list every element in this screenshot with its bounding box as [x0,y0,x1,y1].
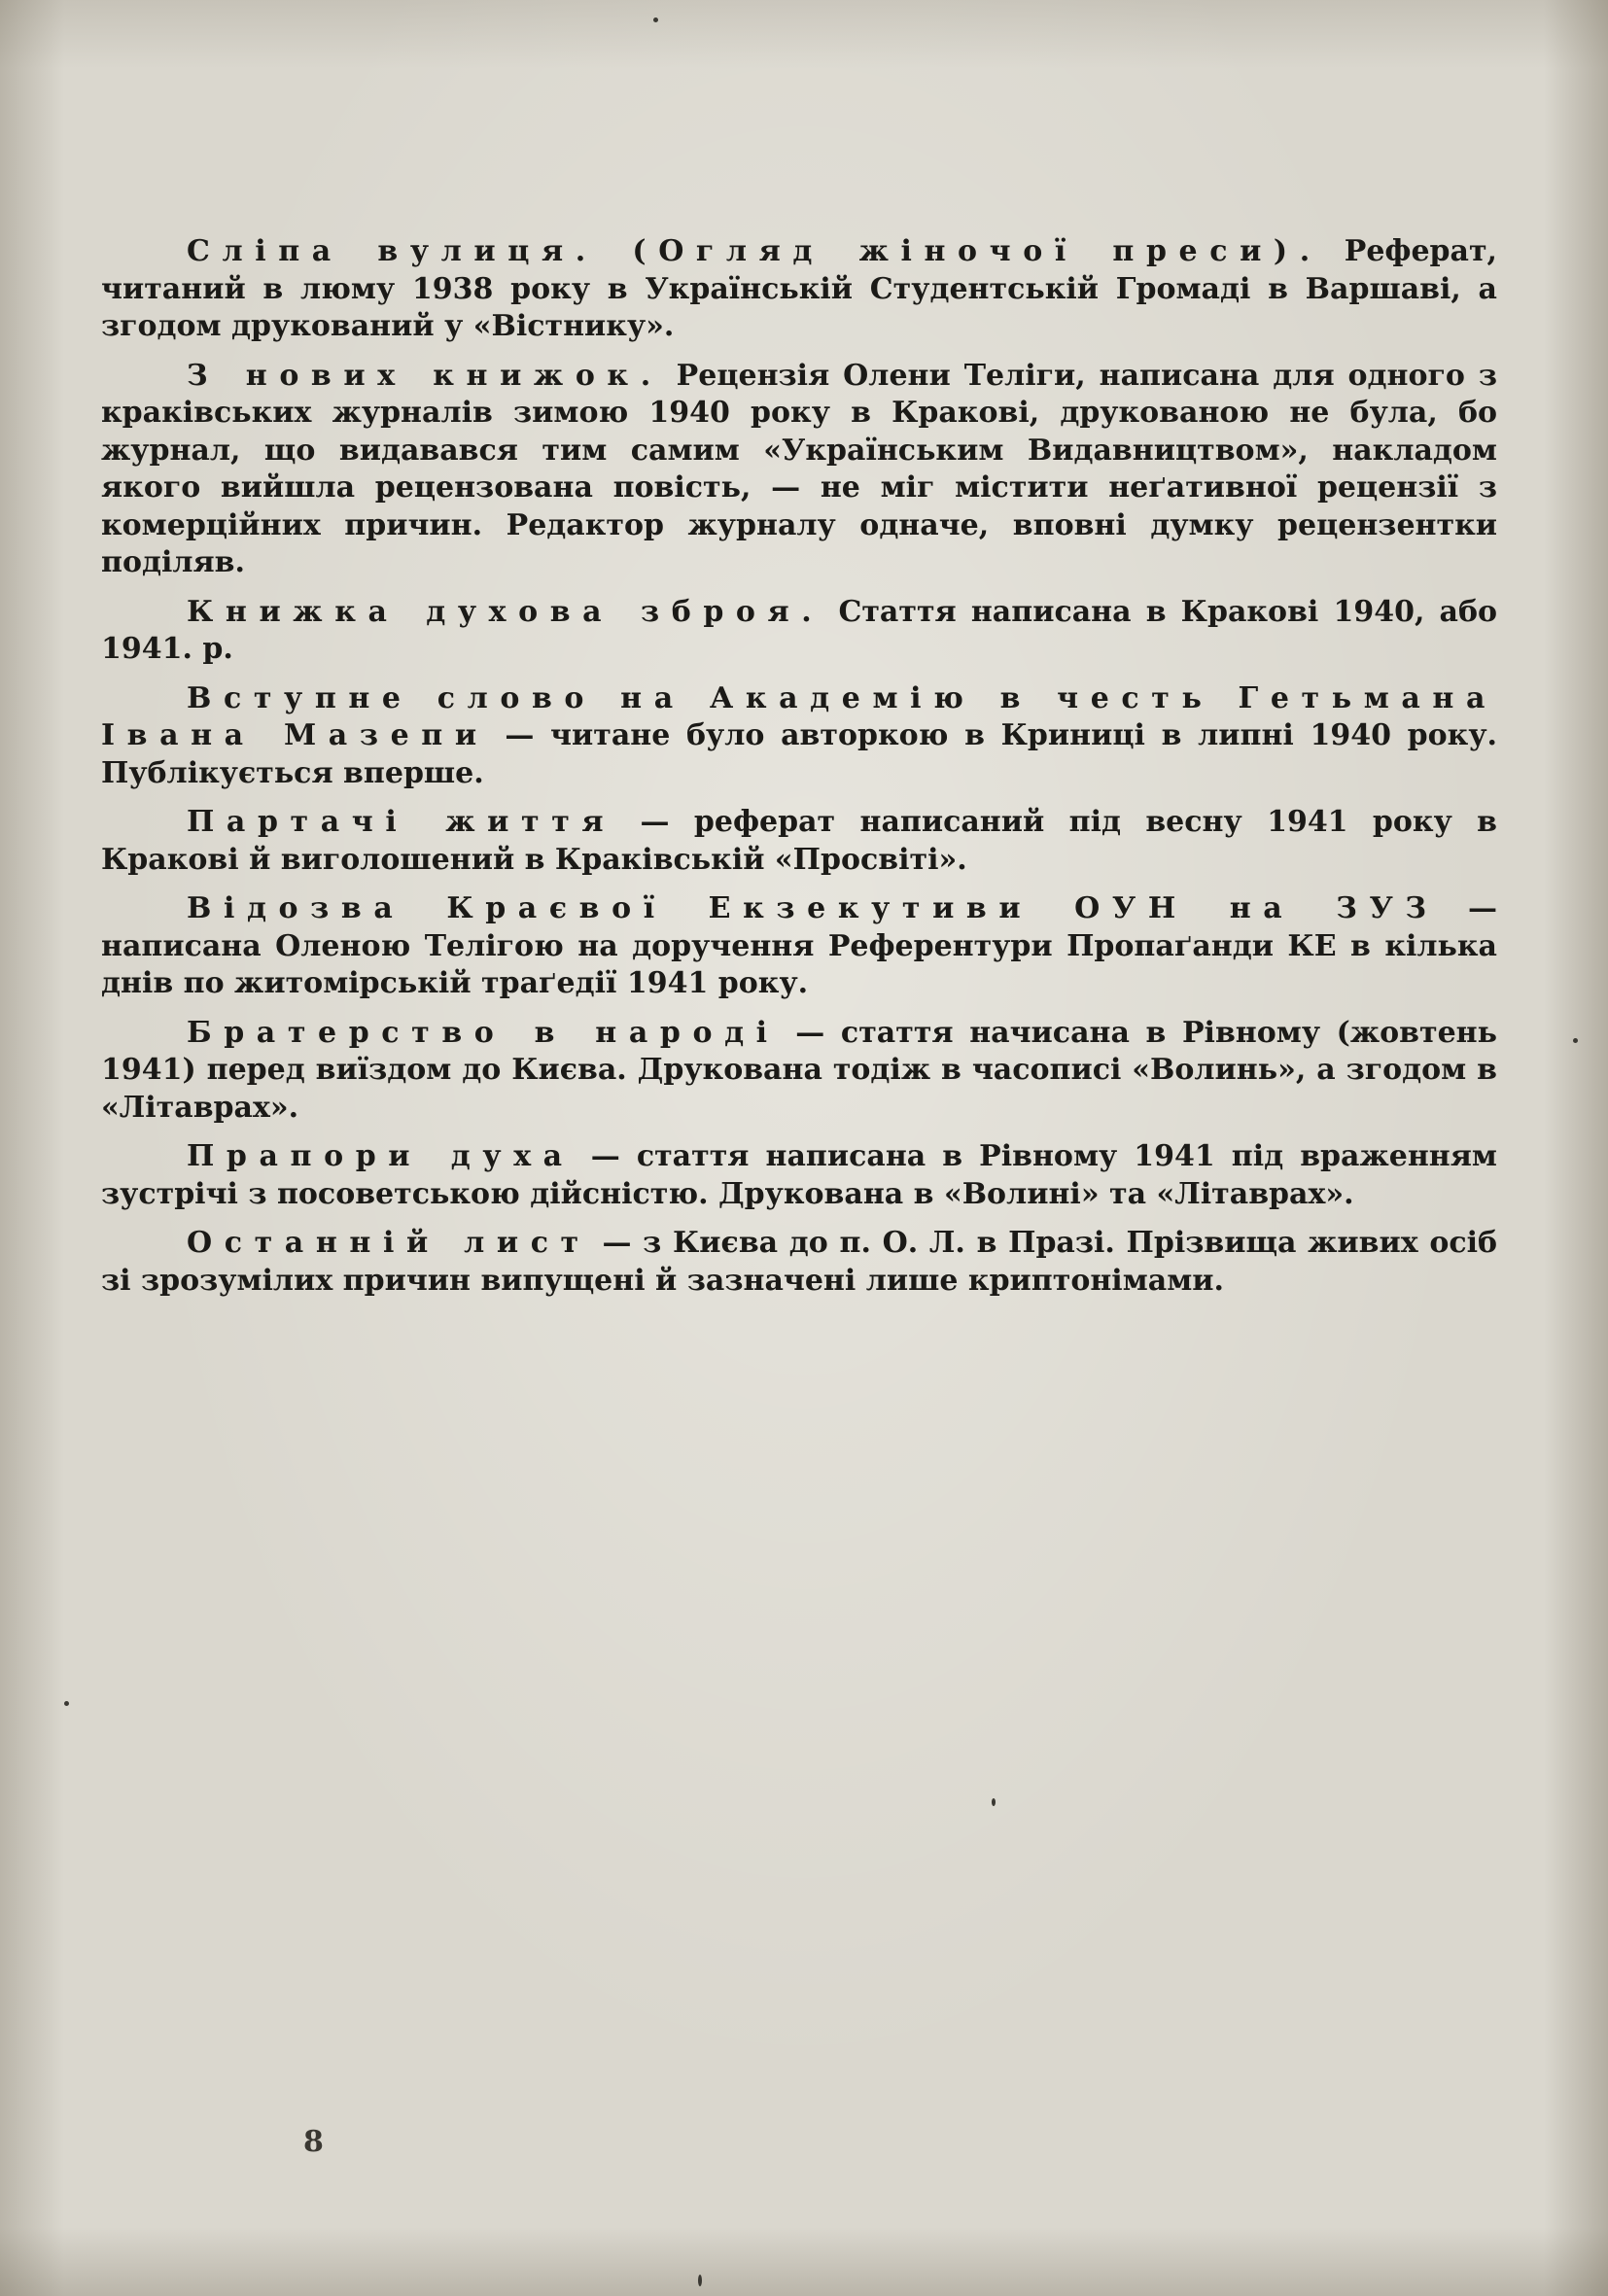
note-title: Сліпа вулиця. (Огляд жіночої преси). [187,234,1322,268]
note-title: Відозва Краєвої Екзекутиви ОУН на ЗУЗ [187,891,1439,925]
note-body: — стаття начисана в Рівному (жовтень 1941) перед виїздом до Києва. Друкована тодіж в часописі «Волинь», а згодом в «Літаврах». [101,1015,1497,1125]
ink-speck [992,1798,996,1806]
note-body: — реферат написаний під весну 1941 року в Кракові й виголошений в Краківській «Просвіті». [101,805,1497,877]
note-title: Останній лист [187,1226,591,1260]
note-body: — читане було авторкою в Криниці в липні 1940 року. Публікується вперше. [101,718,1497,790]
note-title: Книжка духова зброя. [187,594,824,629]
ink-speck [64,1701,69,1706]
note-entry [101,804,1497,879]
ink-speck [698,2275,702,2286]
note-title: Вступне слово на Академію в честь Гетьмана Івана Мазепи [101,680,1497,752]
ink-speck [1573,1038,1578,1043]
note-body: — стаття написана в Рівному 1941 під враженням зустрічі з посоветською дійсністю. Друкована в «Волині» та «Літаврах». [101,1139,1497,1211]
ink-speck [653,17,658,22]
note-title: З нових книжок. [187,358,663,393]
note-entry [101,1015,1497,1128]
page-number: 8 [303,2125,324,2159]
note-entry [101,594,1497,669]
note-entry [101,358,1497,582]
note-body: Реферат, читаний в люму 1938 року в Українській Студентській Громаді в Варшаві, а згодом друкований у «Вістнику». [101,234,1497,343]
note-entry [101,233,1497,346]
note-entry [101,680,1497,793]
note-title: Прапори духа [187,1139,575,1173]
note-body: — написана Оленою Телігою на доручення Референтури Пропаґанди КЕ в кілька днів по житомірській траґедії 1941 року. [101,891,1497,1000]
note-entry [101,1138,1497,1213]
notes-text [101,233,1497,1311]
note-title: Братерство в народі [187,1015,780,1050]
note-entry [101,890,1497,1003]
note-title: Партачі життя [187,805,616,839]
note-body: Рецензія Олени Теліги, написана для одного з краківських журналів зимою 1940 року в Кракові, друкованою не була, бо журнал, що видавався тим самим «Українським Видавництвом», накладом якого вийшла рецензована повість, — не міг містити неґативної рецензії з комерційних причин. Редактор журналу одначе, вповні думку рецензентки поділяв. [101,358,1497,579]
note-body: Стаття написана в Кракові 1940, або 1941. р. [101,594,1497,666]
note-entry [101,1225,1497,1300]
note-body: — з Києва до п. О. Л. в Празі. Прізвища живих осіб зі зрозумілих причин випущені й зазначені лише криптонімами. [101,1226,1498,1298]
